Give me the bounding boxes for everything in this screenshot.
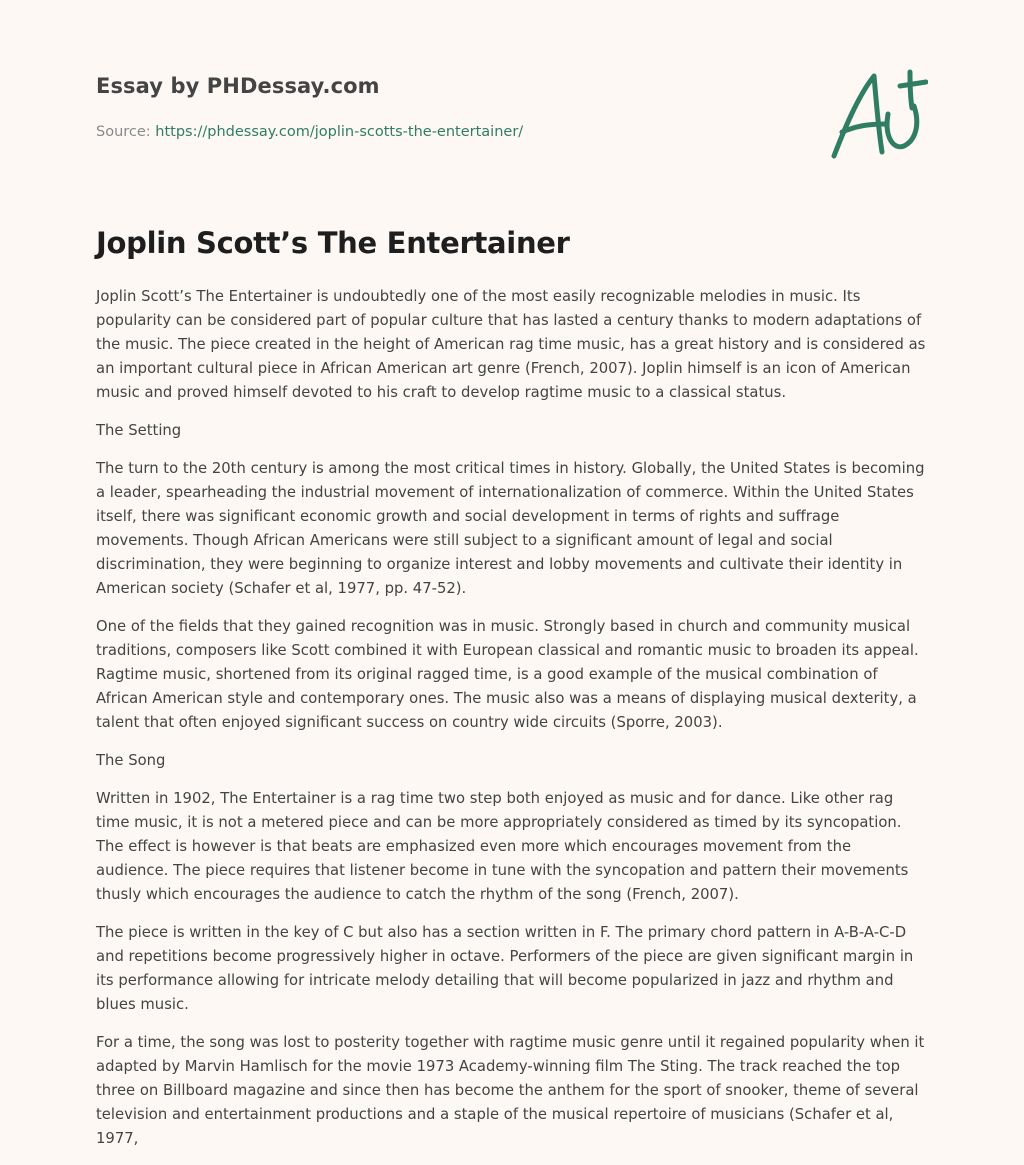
essay-paragraph: The piece is written in the key of C but also has a section written in F. The primary chord pattern in A-B-A-C-D and repetitions become progressively higher in octave. Performers of the piece are given significant margin in its performance allowing for intricate melody detailing that will become popularized in jazz and rhythm and blues music. [96, 924, 914, 1013]
source-label: Source: [96, 124, 156, 140]
source-link[interactable]: https://phdessay.com/joplin-scotts-the-entertainer/ [155, 124, 524, 140]
essay-title: Joplin Scott’s The Entertainer [96, 226, 570, 260]
a-plus-logo-icon [828, 68, 928, 164]
section-heading-song: The Song [96, 752, 166, 769]
essay-paragraph: Written in 1902, The Entertainer is a rag time two step both enjoyed as music and for dance. Like other rag time music, it is not a metered piece and can be more appropriately considered as timed by its syncopation. The effect is however is that beats are emphasized even more which encourages movement from the audience. The piece requires that listener become in tune with the syncopation and pattern their movements thusly which encourages the audience to catch the rhythm of the song (French, 2007). [96, 790, 909, 903]
essay-paragraph: The turn to the 20th century is among the most critical times in history. Globally, the United States is becoming a leader, spearheading the industrial movement of internationalization of commerce. Within the United States itself, there was significant economic growth and social development in terms of rights and suffrage movements. Though African Americans were still subject to a significant amount of legal and social discrimination, they were beginning to organize interest and lobby movements and cultivate their identity in American society (Schafer et al, 1977, pp. 47-52). [96, 460, 925, 597]
site-brand: Essay by PHDessay.com [96, 74, 380, 98]
source-line [96, 124, 523, 140]
section-heading-setting: The Setting [96, 422, 182, 439]
essay-paragraph: Joplin Scott’s The Entertainer is undoubtedly one of the most easily recognizable melodies in music. Its popularity can be considered part of popular culture that has lasted a century thanks to modern adaptations of the music. The piece created in the height of American rag time music, has a great history and is considered as an important cultural piece in African American art genre (French, 2007). Joplin himself is an icon of American music and proved himself devoted to his craft to develop ragtime music to a classical status. [96, 288, 926, 401]
essay-body [96, 226, 928, 1165]
essay-paragraph: One of the fields that they gained recognition was in music. Strongly based in church and community musical traditions, composers like Scott combined it with European classical and romantic music to broaden its appeal. Ragtime music, shortened from its original ragged time, is a good example of the musical combination of African American style and contemporary ones. The music also was a means of displaying musical dexterity, a talent that often enjoyed significant success on country wide circuits (Sporre, 2003). [96, 618, 919, 731]
essay-header [96, 74, 928, 174]
essay-paragraph: For a time, the song was lost to posterity together with ragtime music genre until it regained popularity when it adapted by Marvin Hamlisch for the movie 1973 Academy-winning film The Sting. The track reached the top three on Billboard magazine and since then has become the anthem for the sport of snooker, theme of several television and entertainment productions and a staple of the musical repertoire of musicians (Schafer et al, 1977, [96, 1034, 925, 1147]
